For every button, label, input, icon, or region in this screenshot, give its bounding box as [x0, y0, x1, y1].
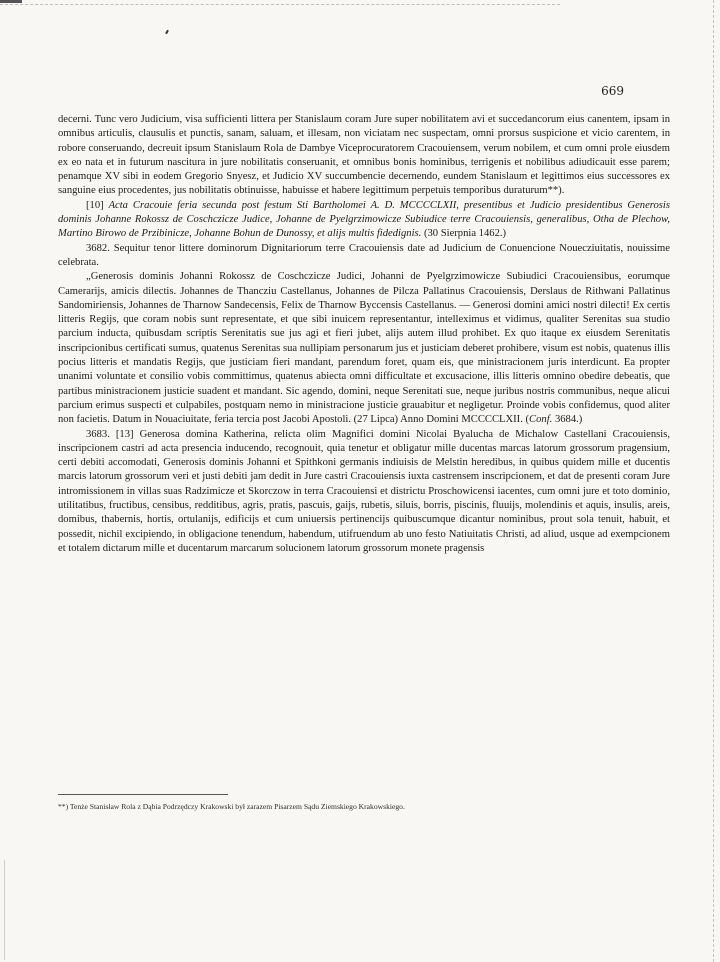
text-run: 3684.)	[552, 414, 583, 426]
italic-text-run: Acta Cracouie feria secunda post festum Sti Bartholomei A. D. MCCCCLXII, presentibus et Judicio presidentibus Generosis dominis Johanne Rokossz de Coschczicze Judice, Johanne de Pyelgrzimowicze Subiudice terre Cracouiensis, generalibus, Otha de Plechow, Martino Birowo de Przibinicze, Johanne Bohun de Dunossy, et alijs multis fidedignis.	[58, 199, 670, 240]
body-text	[58, 113, 670, 556]
scan-edge-left	[4, 860, 5, 960]
text-run: 3682. Sequitur tenor littere dominorum Dignitariorum terre Cracouiensis date ad Judicium de Conuencione Nouecziuitatis, nouissime celebrata.	[58, 242, 670, 268]
scan-edge-top	[0, 4, 560, 5]
scan-edge-right	[713, 0, 714, 962]
italic-text-run: Conf.	[529, 414, 553, 426]
paragraph	[58, 113, 670, 199]
scan-mark	[165, 30, 169, 34]
scan-mark	[0, 0, 22, 3]
text-run: 3683. [13] Generosa domina Katherina, relicta olim Magnifici domini Nicolai Byalucha de Michalow Castellani Cracouiensis, inscripcionem castri ad acta presencia inducendo, recognouit, quia tenetur et obligatur mille ducentas marcas latorum grossorum pragensium, certi debiti accomodati, Generosis dominis Johanni et Spithkoni germanis indiuisis de Melstin heredibus, in quibus quidem mille et ducentis marcis latorum grossorum veri et justi debiti jam dedit in Jure castri Cracouiensis iuxta castrensem inscripcionem, et dat de presenti coram Jure intromissionem in villas suas Radzimicze et Skorczow in terra Cracouiensi et districtu Proschowicensi iacentes, cum omni jure et toto dominio, utilitatibus, fructibus, censibus, redditibus, agris, pratis, pascuis, gaijs, rubetis, siluis, borris, piscinis, fluuijs, molendinis et aquis, insulis, areis, domibus, thabernis, hortis, ortulanijs, edificijs et cum uniuersis pertinencijs quibuscumque dicantur nominibus, prout sola tenuit, habuit, et possedit, nichil excipiendo, in obligacione tenendum, habendum, utifruendum ab uno festo Natiuitatis Christi, ad aliud, usque ad exempcionem et totalem dictarum mille et ducentarum marcarum solucionem latorum grossorum monete pragensis	[58, 428, 670, 554]
paragraph	[58, 199, 670, 242]
paragraph	[58, 270, 670, 427]
page-number: 669	[601, 84, 624, 98]
text-run: „Generosis dominis Johanni Rokossz de Coschczicze Judici, Johanni de Pyelgrzimowicze Subiudici Cracouiensibus, eorumque Camerarijs, amicis dilectis. Johannes de Thancziu Castellanus, Johannes de Pilcza Pallatinus Cracouiensis, Derslaus de Rithwani Pallatinus Sandomiriensis, Johannes de Tharnow Sandecensis, Felix de Tharnow Byccensis Castellanus. — Generosi domini amici nostri dilecti! Ex certis litteris Regijs, que coram nobis sunt representate, et que sibi inuicem representantur, intelleximus et vidimus, qualiter Serenitas sua studio parcium inducta, quibusdam scriptis Serenitatis sue jus agi et fieri jubet, alijs autem illud prohibet. Ex quo itaque ex eiusdem Serenitatis inscripcionibus certificati sumus, quatenus Serenitas sua nullipiam personarum jus et justiciam deberet prohibere, visum est nobis, quatenus illis pocius litteris et mandatis Regijs, que justiciam fieri mandant, parendum foret, quam eis, que ministracionem juris interdicunt. Ea propter unanimi voluntate et consilio vobis committimus, quatenus abiecta omni difficultate et excusacione, illis litteris omnino obedire debeatis, que partibus ministracionem justicie suadent et mandant. Sic agendo, domini, neque Serenitati sue, neque juribus nostris communibus, neque alicui parcium erimus suspecti et culpabiles, postquam nemo in ministracione justicie grauabitur et negligetur. Proinde vobis confidemus, quod aliter non facietis. Datum in Nouaciuitate, feria tercia post Jacobi Apostoli. (27 Lipca) Anno Domini MCCCCLXII. (	[58, 271, 670, 426]
paragraph	[58, 428, 670, 557]
text-run: (30 Sierpnia 1462.)	[421, 228, 507, 240]
text-run: [10]	[86, 199, 109, 211]
paragraph	[58, 242, 670, 271]
footnote-rule	[58, 794, 228, 795]
footnote: **) Tenże Stanisław Rola z Dąbia Podrzędczy Krakowski był zarazem Pisarzem Sądu Ziemskiego Krakowskiego.	[58, 802, 405, 811]
text-run: decerni. Tunc vero Judicium, visa sufficienti littera per Stanislaum coram Jure super nobilitatem avi et succedancorum eius canentem, ipsam in omnibus articulis, clausulis et punctis, sanam, saluam, et illesam, non viciatam nec suspectam, omni prorsus suspicione et vicio carentem, in robore conseruando, decreuit ipsum Stanislaum Rola de Dambye Viceprocuratorem Cracouiensem, verum nobilem, et cum omni prole eiusdem ex eo nata et in futurum nascitura in jure nobilitatis conseruanit, et omnibus bonis hominibus, terrigenis et nobilibus adiudicauit esse parem; penamque XV sibi in eodem Gregorio Snyesz, et Judicio XV succumbencie decernendo, eundem Stanislaum et legittimos eius successores ex sanguine eius procedentes, jus nobilitatis obtinuisse, habuisse et habere legittimum perpetuis temporibus duraturum**).	[58, 114, 670, 197]
